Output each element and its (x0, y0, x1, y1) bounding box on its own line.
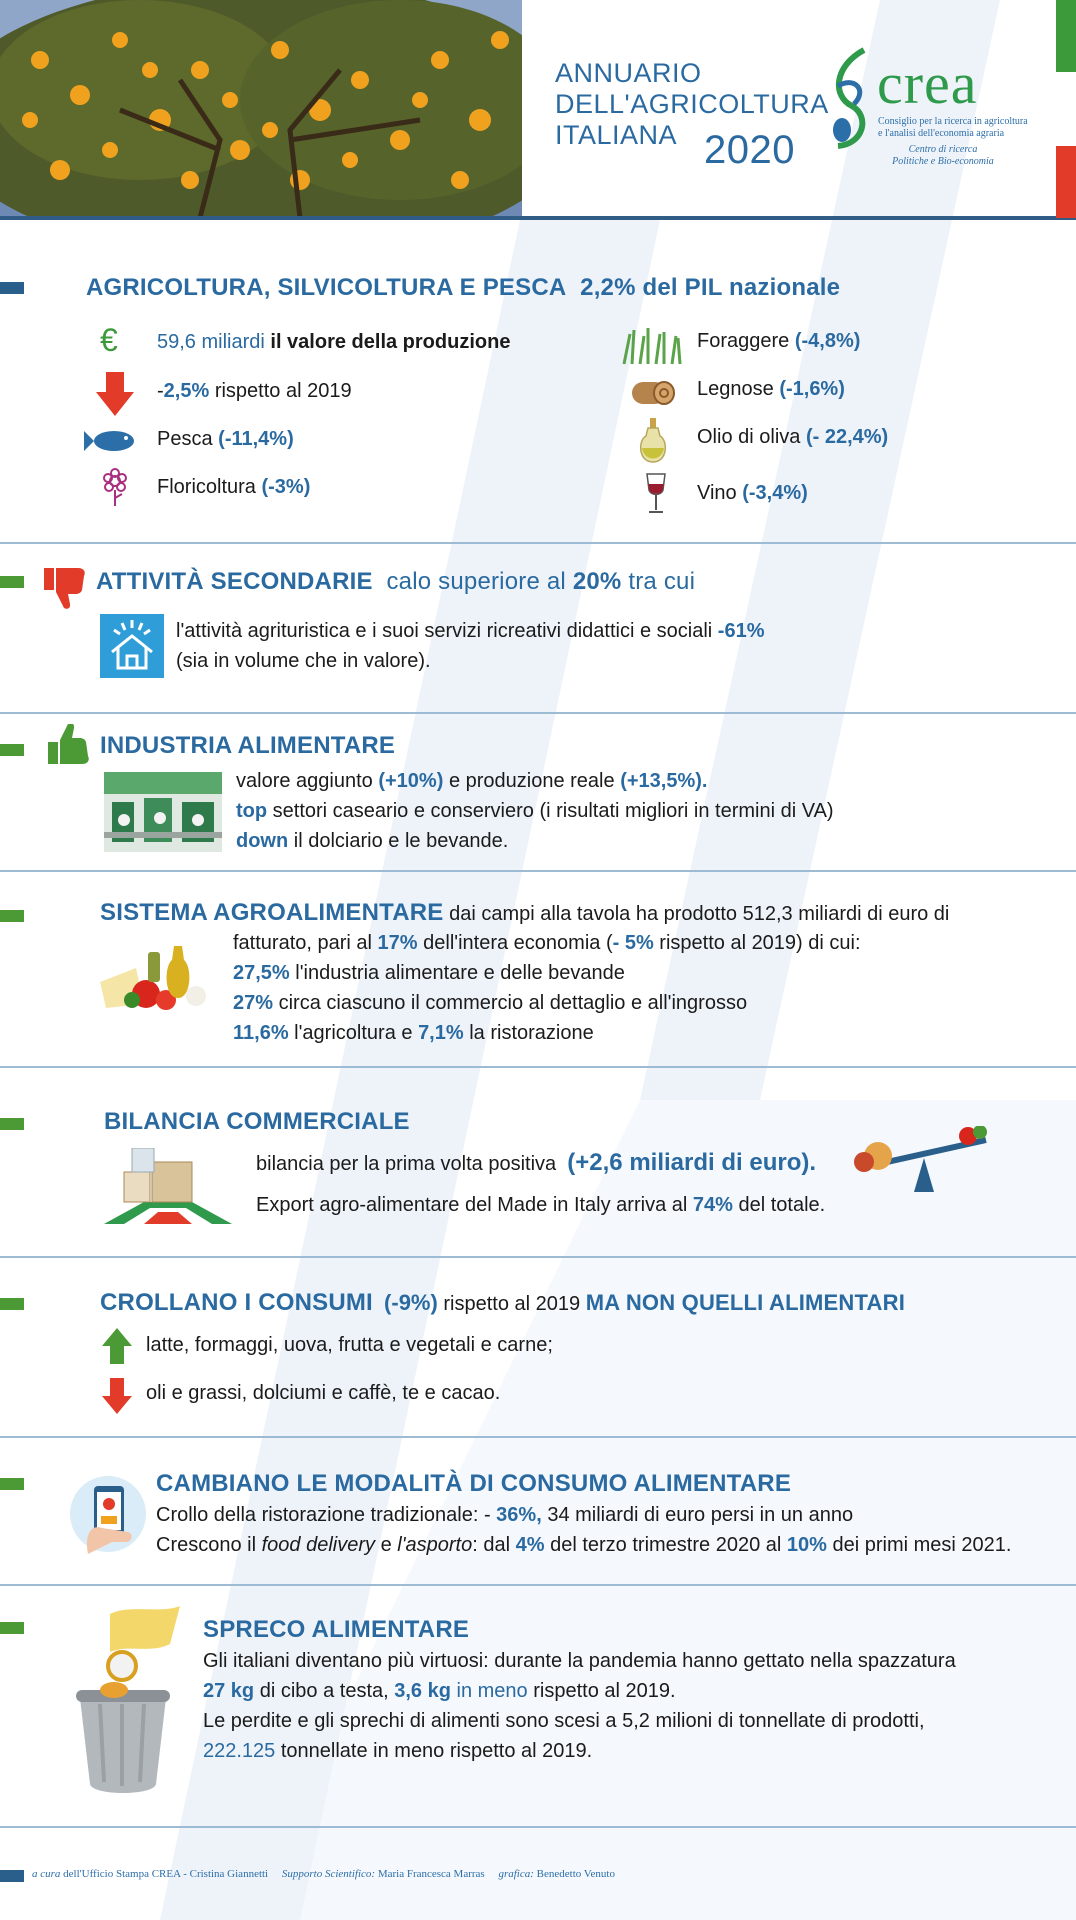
agritourism-house-icon (100, 614, 164, 678)
s4-line-5 (233, 1018, 594, 1048)
section-marker (0, 1622, 24, 1634)
s7-heading: CAMBIANO LE MODALITÀ DI CONSUMO ALIMENTARE (156, 1470, 792, 1497)
title-year: 2020 (704, 128, 795, 172)
food-products-image (96, 938, 216, 1018)
crea-logo-word: crea (877, 51, 978, 116)
s2-heading-text-a: calo superiore al (386, 568, 566, 595)
section-marker (0, 1118, 24, 1130)
s4-l3-text: l'industria alimentare e delle bevande (295, 962, 625, 984)
arrow-down-red-icon (102, 1378, 132, 1414)
s2-heading (96, 568, 695, 596)
footer-grafica: grafica: (498, 1868, 534, 1880)
s8-heading: SPRECO ALIMENTARE (203, 1616, 470, 1643)
s4-l2-a: fatturato, pari al (233, 932, 372, 954)
s1-heading (86, 274, 840, 302)
section-separator (0, 1826, 1076, 1828)
trash-can-food-waste-icon (70, 1604, 194, 1800)
crea-logo-center (888, 144, 998, 168)
s1-legn-value: (-1,6%) (779, 378, 845, 400)
footer-supporto-text: Maria Francesca Marras (377, 1868, 485, 1880)
thumbs-down-icon (44, 566, 88, 610)
s8-l2-b: in meno (456, 1680, 528, 1702)
s1-olio (697, 422, 888, 452)
s1-flori-label: Floricoltura (157, 476, 256, 498)
wood-log-icon (628, 374, 676, 410)
s6-heading-value: (-9%) (384, 1290, 438, 1315)
s1-forag-label: Foraggere (697, 330, 790, 352)
s2-heading-value: 20% (572, 568, 622, 595)
s5-l2-b: del totale. (738, 1194, 826, 1216)
section-separator (0, 542, 1076, 544)
header-divider (0, 216, 1076, 220)
s8-line-1: Gli italiani diventano più virtuosi: durante la pandemia hanno gettato nella spazzatura (203, 1650, 956, 1672)
s6-down-text: oli e grassi, dolciumi e caffè, te e cacao. (146, 1382, 501, 1404)
crea-logo-subtitle (878, 116, 1028, 140)
s7-line-2 (156, 1530, 1011, 1560)
s1-production (157, 327, 510, 357)
s8-line-3: Le perdite e gli sprechi di alimenti sono scesi a 5,2 milioni di tonnellate di prodotti, (203, 1710, 925, 1732)
s1-vino-label: Vino (697, 482, 737, 504)
s3-l3-key: down (236, 830, 289, 852)
section-marker (0, 576, 24, 588)
thumbs-up-icon (48, 724, 90, 766)
section-separator (0, 870, 1076, 872)
s1-foraggere (697, 326, 860, 356)
s6-heading-tail: MA NON QUELLI ALIMENTARI (585, 1290, 906, 1315)
s4-l4-value: 27% (233, 992, 274, 1014)
olive-oil-bottle-icon (638, 418, 668, 464)
title-line-3: ITALIANA (555, 120, 678, 150)
s4-l2-value-2: - 5% (612, 932, 654, 954)
s2-heading-text-b: tra cui (628, 568, 696, 595)
s4-line-2 (233, 928, 861, 958)
s1-production-value: 59,6 miliardi (157, 331, 265, 353)
arrow-up-green-icon (102, 1328, 132, 1364)
section-marker (0, 282, 24, 294)
section-marker (0, 1478, 24, 1490)
section-separator (0, 1256, 1076, 1258)
grass-icon (620, 326, 684, 366)
s7-l2-b: e (380, 1534, 392, 1556)
s1-forag-value: (-4,8%) (794, 330, 861, 352)
s7-l2-e: dei primi mesi 2021. (832, 1534, 1012, 1556)
section-marker (0, 1298, 24, 1310)
s4-heading-text: dai campi alla tavola ha prodotto 512,3 miliardi di euro di (449, 903, 950, 925)
s1-production-label: il valore della produzione (270, 331, 511, 353)
s7-l2-a: Crescono il (156, 1534, 257, 1556)
s2-line-1-text: l'attività agrituristica e i suoi servizi ricreativi didattici e sociali (176, 620, 713, 642)
s1-flori-value: (-3%) (261, 476, 311, 498)
s1-vino (697, 478, 808, 508)
footer-grafica-text: Benedetto Venuto (536, 1868, 615, 1880)
header-photo-orange-tree (0, 0, 522, 218)
s5-l1-value: (+2,6 miliardi di euro). (567, 1149, 817, 1176)
s1-change-value: 2,5% (163, 380, 210, 402)
s4-l4-text: circa ciascuno il commercio al dettaglio e all'ingrosso (278, 992, 748, 1014)
s8-l4-value: 222.125 (203, 1740, 276, 1762)
s8-line-4 (203, 1736, 592, 1766)
s4-l5-text-2: la ristorazione (469, 1022, 594, 1044)
wine-glass-icon (644, 472, 668, 514)
s7-l1-a: Crollo della ristorazione tradizionale: - (156, 1504, 491, 1526)
s1-legnose (697, 374, 845, 404)
footer-a-cura: a cura (32, 1868, 61, 1880)
s1-pesca-label: Pesca (157, 428, 213, 450)
footer-a-cura-text: dell'Ufficio Stampa CREA - Cristina Giannetti (63, 1868, 269, 1880)
s7-l2-value-1: 4% (515, 1534, 545, 1556)
s1-pesca (157, 424, 294, 454)
s3-l2-key: top (236, 800, 268, 822)
s7-l2-c: : dal (472, 1534, 511, 1556)
logo-center-line-1: Centro di ricerca (908, 144, 978, 155)
s5-l2-value: 74% (692, 1194, 733, 1216)
s3-l1-value-2: (+13,5%). (620, 770, 708, 792)
logo-center-line-2: Politiche e Bio-economia (892, 156, 994, 167)
s3-l1-a: valore aggiunto (236, 770, 373, 792)
s7-l1-b: 34 miliardi di euro persi in un anno (547, 1504, 854, 1526)
s1-pesca-value: (-11,4%) (218, 428, 294, 450)
s5-line-1 (256, 1148, 816, 1179)
s4-l5-text-1: l'agricoltura e (294, 1022, 413, 1044)
s4-l2-value: 17% (377, 932, 418, 954)
s7-l2-italic-1: food delivery (261, 1534, 376, 1556)
s5-heading: BILANCIA COMMERCIALE (104, 1108, 410, 1135)
s8-l2-value-2: 3,6 kg (394, 1680, 451, 1702)
section-marker (0, 910, 24, 922)
s3-l1-b: e produzione reale (448, 770, 615, 792)
s3-heading: INDUSTRIA ALIMENTARE (100, 732, 396, 759)
s8-l2-a: di cibo a testa, (259, 1680, 389, 1702)
fish-icon (84, 428, 142, 454)
footer-credits (32, 1868, 615, 1880)
title-line-2: DELL'AGRICOLTURA (555, 89, 829, 119)
s6-heading: CROLLANO I CONSUMI (100, 1289, 373, 1316)
s2-line-2: (sia in volume che in valore). (176, 650, 431, 672)
s4-l5-value-1: 11,6% (233, 1022, 289, 1044)
annuario-title (555, 58, 829, 172)
food-delivery-phone-icon (68, 1474, 148, 1558)
flower-icon (100, 468, 130, 508)
s1-change-sign: - (157, 380, 164, 402)
section-separator (0, 1584, 1076, 1586)
title-line-1: ANNUARIO (555, 58, 702, 88)
s1-vino-value: (-3,4%) (742, 482, 808, 504)
s1-olio-value-prefix: (- (805, 426, 820, 448)
s1-floricoltura (157, 472, 310, 502)
s4-line-3 (233, 958, 625, 988)
s8-line-2 (203, 1676, 676, 1706)
s1-change (157, 376, 352, 406)
arrow-down-red-icon (96, 372, 134, 416)
logo-sub-line-2: e l'analisi dell'economia agraria (878, 128, 1005, 139)
s7-l2-value-2: 10% (786, 1534, 827, 1556)
s3-line-3 (236, 826, 508, 856)
s1-heading-value: 2,2% del PIL nazionale (580, 274, 841, 301)
s2-heading-text: ATTIVITÀ SECONDARIE (96, 568, 373, 595)
s5-l1-a: bilancia per la prima volta positiva (256, 1153, 557, 1175)
s7-l2-d: del terzo trimestre 2020 al (550, 1534, 782, 1556)
s1-heading-text: AGRICOLTURA, SILVICOLTURA E PESCA (86, 274, 567, 301)
s3-l3-text: il dolciario e le bevande. (293, 830, 509, 852)
section-separator (0, 1436, 1076, 1438)
s1-legn-label: Legnose (697, 378, 774, 400)
s7-line-1 (156, 1500, 853, 1530)
s1-olio-value: 22,4%) (824, 426, 889, 448)
footer-supporto: Supporto Scientifico: (281, 1868, 376, 1880)
section-separator (0, 1066, 1076, 1068)
s6-up-text: latte, formaggi, uova, frutta e vegetali e carne; (146, 1334, 553, 1356)
food-factory-image (104, 772, 222, 852)
s4-l2-c: rispetto al 2019) di cui: (659, 932, 861, 954)
s6-heading-line (100, 1286, 905, 1321)
s7-l2-italic-2: l'asporto (397, 1534, 473, 1556)
s3-l1-value-1: (+10%) (378, 770, 444, 792)
s1-change-text: rispetto al 2019 (214, 380, 352, 402)
section-marker (0, 744, 24, 756)
s5-l2-a: Export agro-alimentare del Made in Italy arriva al (256, 1194, 688, 1216)
s4-l2-b: dell'intera economia ( (423, 932, 613, 954)
s8-l4-text: tonnellate in meno rispetto al 2019. (280, 1740, 593, 1762)
s8-l2-c: rispetto al 2019. (533, 1680, 676, 1702)
s4-heading-line (100, 896, 949, 931)
footer-marker (0, 1870, 24, 1882)
export-boxes-image (104, 1148, 232, 1224)
s3-line-2 (236, 796, 834, 826)
flag-red-band (1056, 146, 1076, 218)
s5-line-2 (256, 1190, 825, 1220)
s4-l3-value: 27,5% (233, 962, 290, 984)
logo-sub-line-1: Consiglio per la ricerca in agricoltura (878, 116, 1028, 127)
flag-green-band (1056, 0, 1076, 72)
section-separator (0, 712, 1076, 714)
crea-logo-icon (824, 46, 880, 150)
s1-olio-label: Olio di oliva (697, 426, 801, 448)
s2-line-1-value: -61% (717, 620, 765, 642)
s3-line-1 (236, 766, 707, 796)
s7-l1-value: 36%, (496, 1504, 542, 1526)
s4-heading: SISTEMA AGROALIMENTARE (100, 899, 444, 926)
s3-l2-text: settori caseario e conserviero (i risultati migliori in termini di VA) (272, 800, 834, 822)
s6-heading-text: rispetto al 2019 (443, 1293, 581, 1315)
trade-scale-icon (854, 1126, 994, 1194)
s4-l5-value-2: 7,1% (418, 1022, 464, 1044)
s2-line-1 (176, 616, 765, 646)
s8-l2-value-1: 27 kg (203, 1680, 255, 1702)
euro-icon: € (100, 322, 118, 358)
s4-line-4 (233, 988, 747, 1018)
